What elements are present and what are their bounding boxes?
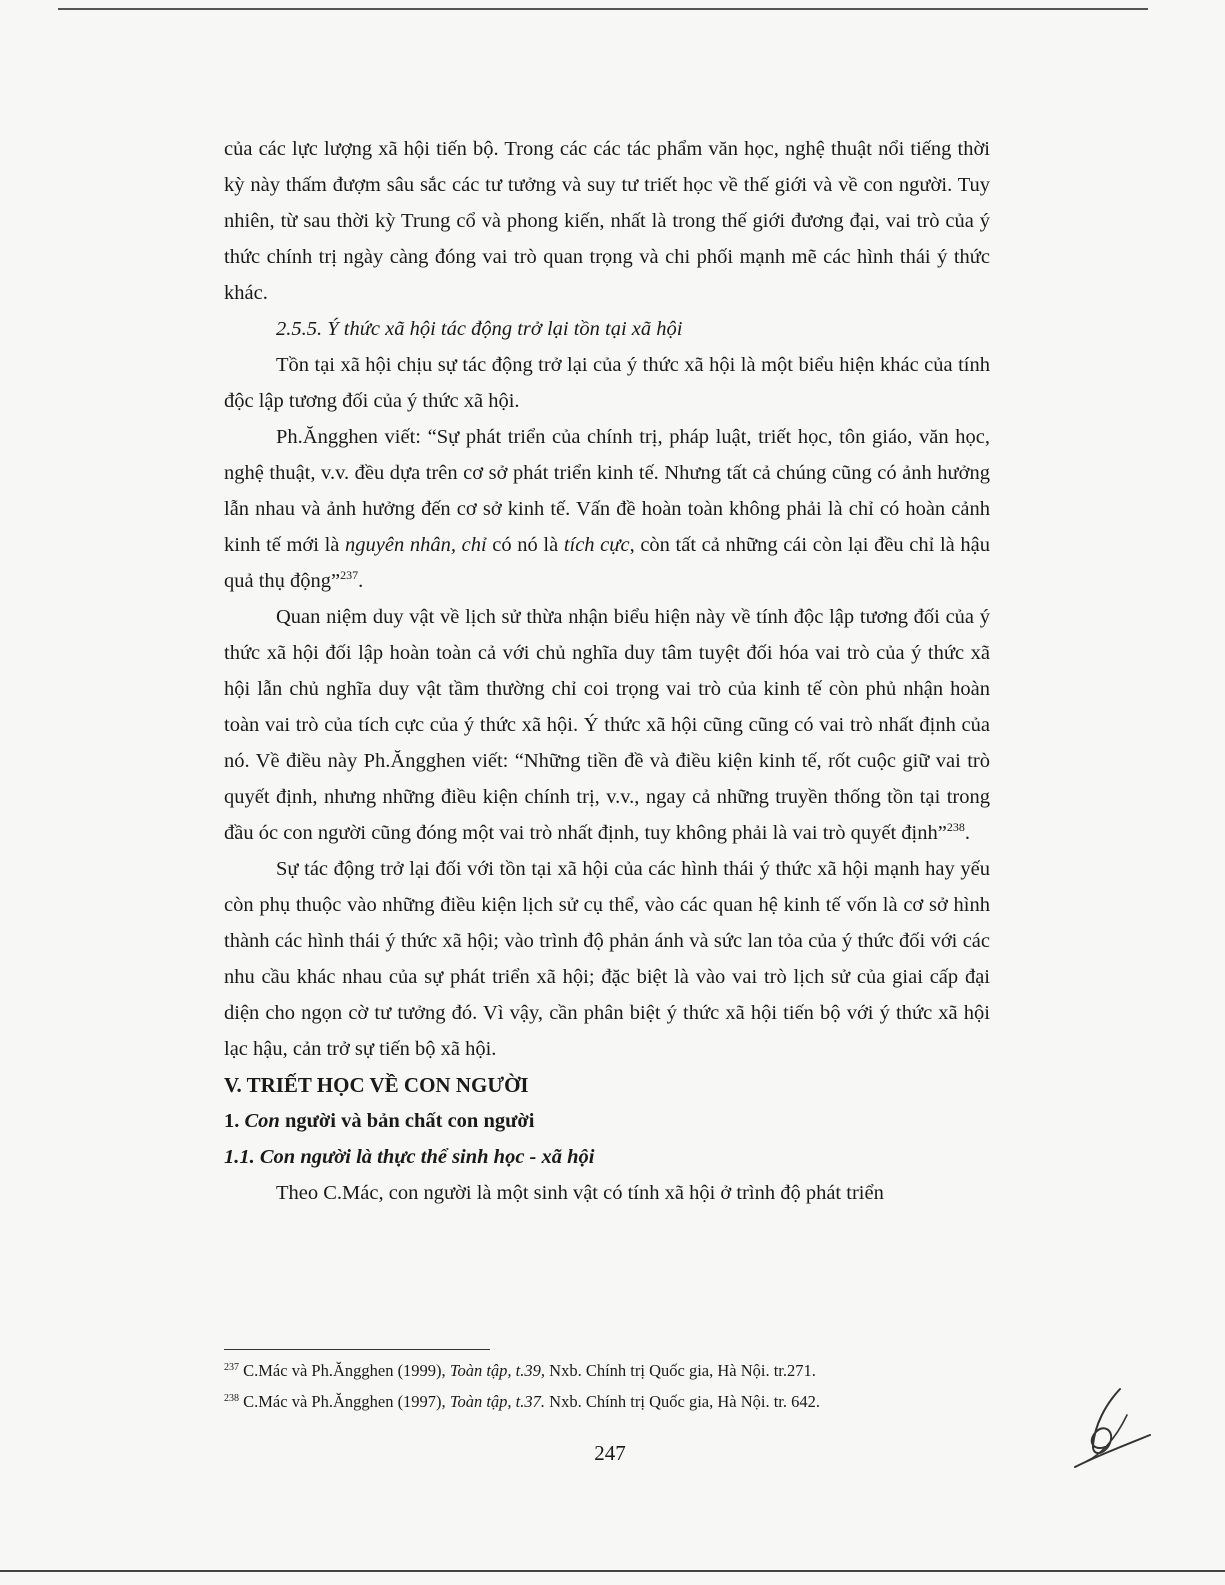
paragraph-text: . xyxy=(964,822,970,844)
footnote-italic-title: Toàn tập, t.37. xyxy=(449,1392,546,1411)
footnote-text: Nxb. Chính trị Quốc gia, Hà Nội. tr. 642. xyxy=(545,1392,821,1411)
quote-text: có nó là xyxy=(486,534,564,556)
page-number: 247 xyxy=(594,1441,626,1465)
chapter-heading-v: V. TRIẾT HỌC VỀ CON NGƯỜI xyxy=(224,1073,529,1097)
top-border-line xyxy=(58,8,1148,10)
paragraph-engels-quote-1 xyxy=(224,419,990,599)
footnote-italic-title: Toàn tập, t.39, xyxy=(449,1361,546,1380)
footnote-ref-237: 237 xyxy=(340,568,359,582)
quote-text: . xyxy=(358,570,364,592)
section-heading-1-1: 1.1. Con người là thực thể sinh học - xã hội xyxy=(224,1146,595,1168)
footnote-separator xyxy=(224,1349,490,1350)
footnote-text: C.Mác và Ph.Ăngghen (1997), xyxy=(239,1392,450,1411)
paragraph-materialist-view xyxy=(224,599,990,851)
quote-text: , còn tất cả những cái còn lại đều chỉ là hậu quả thụ động” xyxy=(224,534,990,592)
paragraph-social-existence: Tồn tại xã hội chịu sự tác động trở lại của ý thức xã hội là một biểu hiện khác của tính độc lập tương đối của ý thức xã hội. xyxy=(224,354,990,412)
paragraph-continuation: của các lực lượng xã hội tiến bộ. Trong các các tác phẩm văn học, nghệ thuật nổi tiếng thời kỳ này thấm đượm sâu sắc các tư tưởng và suy tư triết học về thế giới và về con người. Tuy nhiên, từ sau thời kỳ Trung cổ và phong kiến, nhất là trong thế giới đương đại, vai trò của ý thức chính trị ngày càng đóng vai trò quan trọng và chi phối mạnh mẽ các hình thái ý thức khác. xyxy=(224,138,990,304)
heading-number: 1. xyxy=(224,1110,245,1132)
footnote-number: 237 xyxy=(224,1362,239,1373)
handwritten-signature xyxy=(1065,1385,1155,1475)
footnotes xyxy=(224,1355,1004,1417)
paragraph-text: Quan niệm duy vật về lịch sử thừa nhận biểu hiện này về tính độc lập tương đối của ý thức xã hội đối lập hoàn toàn cả với chủ nghĩa duy tâm tuyệt đối hóa vai trò của ý thức xã hội lẫn chủ nghĩa duy vật tầm thường chỉ coi trọng vai trò của kinh tế còn phủ nhận hoàn toàn vai trò của tích cực của ý thức xã hội. Ý thức xã hội cũng cũng có vai trò nhất định của nó. Về điều này Ph.Ăngghen viết: “Những tiền đề và điều kiện kinh tế, rốt cuộc giữ vai trò quyết định, nhưng những điều kiện chính trị, v.v., ngay cả những truyền thống tồn tại trong đầu óc con người cũng đóng một vai trò nhất định, tuy không phải là vai trò quyết định” xyxy=(224,606,990,844)
section-heading-1 xyxy=(224,1103,990,1139)
quote-italic-cause: nguyên nhân, chỉ xyxy=(345,534,487,556)
page-body xyxy=(224,131,990,1211)
footnote-text: C.Mác và Ph.Ăngghen (1999), xyxy=(239,1361,450,1380)
quote-italic-active: tích cực xyxy=(563,534,630,556)
footnote-238 xyxy=(224,1386,1004,1417)
footnote-ref-238: 238 xyxy=(946,820,965,834)
heading-text: người và bản chất con người xyxy=(279,1110,535,1132)
footnote-text: Nxb. Chính trị Quốc gia, Hà Nội. tr.271. xyxy=(545,1361,816,1380)
heading-italic-word: Con xyxy=(244,1110,280,1132)
paragraph-marx-human: Theo C.Mác, con người là một sinh vật có tính xã hội ở trình độ phát triển xyxy=(276,1182,884,1204)
footnote-237 xyxy=(224,1355,1004,1386)
quote-text: Ph.Ăngghen viết: “Sự phát triển của chính trị, pháp luật, triết học, tôn giáo, văn học, nghệ thuật, v.v. đều dựa trên cơ sở phát triển kinh tế. Nhưng tất cả chúng cũng có ảnh hưởng lẫn nhau và ảnh hưởng đến cơ sở kinh tế. Vấn đề hoàn toàn không phải là chỉ có hoàn cảnh kinh tế mới là xyxy=(224,426,990,556)
footnote-number: 238 xyxy=(224,1393,239,1404)
bottom-border-line xyxy=(0,1570,1225,1572)
section-heading-2-5-5: 2.5.5. Ý thức xã hội tác động trở lại tồn tại xã hội xyxy=(276,318,683,340)
paragraph-feedback-impact: Sự tác động trở lại đối với tồn tại xã hội của các hình thái ý thức xã hội mạnh hay yếu còn phụ thuộc vào những điều kiện lịch sử cụ thể, vào các quan hệ kinh tế vốn là cơ sở hình thành các hình thái ý thức xã hội; vào trình độ phản ánh và sức lan tỏa của ý thức đối với các nhu cầu khác nhau của sự phát triển xã hội; đặc biệt là vào vai trò lịch sử của giai cấp đại diện cho ngọn cờ tư tưởng đó. Vì vậy, cần phân biệt ý thức xã hội tiến bộ với ý thức xã hội lạc hậu, cản trở sự tiến bộ xã hội. xyxy=(224,858,990,1060)
